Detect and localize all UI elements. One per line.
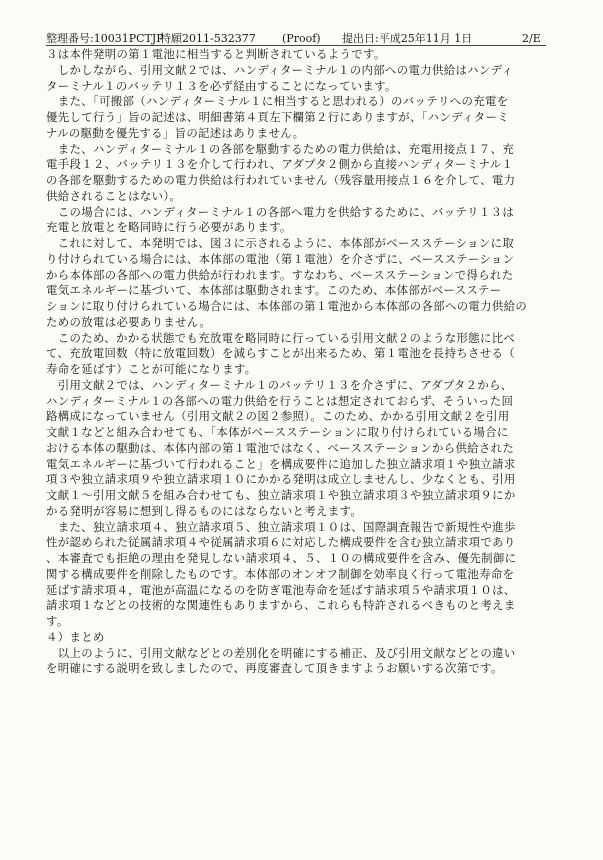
text-line: 優先して行う」旨の記述は、明細書第４頁左下欄第２行にありますが、「ハンディターミ: [46, 110, 510, 124]
text-line: また、独立請求項４、独立請求項５、独立請求項１０は、国際調査報告で新規性や進歩: [46, 519, 516, 534]
text-line: て、充放電回数（特に放電回数）を減らすことが出来るため、第１電池を長持ちさせる（: [46, 346, 515, 361]
text-line: の各部を駆動するための電力供給は行われていません（残容量用接点１６を介して、電力: [46, 173, 516, 187]
text-line: また、「可搬部（ハンディターミナル１に相当すると思われる）のバッテリへの充電を: [46, 94, 509, 109]
text-line: 電気エネルギーに基づいて、本体部は駆動されます。このため、本体部がベースステー: [46, 283, 502, 298]
text-line: 供給されることはない）。: [46, 188, 182, 203]
text-line: また、ハンディターミナル１の各部を駆動するための電力供給は、充電用接点１７、充: [46, 141, 515, 156]
text-line: ４）まとめ: [46, 629, 105, 644]
text-line: ための放電は必要ありません。: [46, 314, 212, 329]
text-line: 以上のように、引用文献などとの差別化を明確にする補正、及び引用文献などとの違い: [46, 645, 516, 660]
text-line: おける本体の駆動は、本体内部の第１電池ではなく、ベースステーションから供給された: [46, 440, 515, 455]
text-line: ハンディターミナル１の各部への電力供給を行うことは想定されておらず、そういった回: [46, 393, 514, 408]
text-line: 電手段１２、バッテリ１３を介して行われ、アダプタ２側から直接ハンディターミナル１: [46, 157, 514, 172]
text-line: ナルの駆動を優先する」旨の記述はありません。: [46, 125, 305, 140]
text-line: しかしながら、引用文献２では、ハンディターミナル１の内部への電力供給はハンディ: [46, 62, 514, 77]
text-line: 引用文献２では、ハンディターミナル１のバッテリ１３を介さずに、アダプタ２から、: [46, 377, 513, 392]
text-line: ターミナル１のバッテリ１３を必ず経由することになっています。: [46, 78, 397, 93]
doc-number: 整理番号:10031PCTJP: [46, 32, 164, 45]
page-number: 2/E: [522, 32, 541, 45]
text-line: かる発明が容易に想到し得るものにはならないと考えます。: [46, 503, 363, 518]
text-line: 文献１〜引用文献５を組み合わせても、独立請求項１や独立請求項３や独立請求項９にか: [46, 488, 516, 502]
application-number: 特願2011-532377: [160, 32, 256, 45]
text-line: 、本審査でも拒絶の理由を発見しない請求項４、５、１０の構成要件を含み、優先制御に: [46, 551, 517, 565]
text-line: この場合には、ハンディターミナル１の各部へ電力を供給するために、バッテリ１３は: [46, 204, 515, 219]
text-line: り付けられている場合には、本体部の電池（第１電池）を介さずに、ベースステーション: [46, 251, 515, 266]
text-line: 路構成になっていません（引用文献２の図２参照）。このため、かかる引用文献２を引用: [46, 409, 510, 424]
text-line: ３は本件発明の第１電池に相当すると判断されているようです。: [46, 47, 386, 61]
text-line: 請求項１などとの技術的な関連性もありますから、これらも特許されるべきものと考えま: [46, 598, 516, 613]
text-line: す。: [46, 614, 69, 628]
text-line: 延ばす請求項４，電池が高温になるのを防ぎ電池寿命を延ばす請求項５や請求項１０は、: [46, 582, 516, 597]
text-line: 寿命を延ばす）ことが可能になります。: [46, 362, 257, 376]
text-line: 電気エネルギーに基づいて行われること」を構成要件に追加した独立請求項１や独立請求: [46, 456, 516, 471]
text-line: 項３や独立請求項９や独立請求項１０にかかる発明は成立しませんし、少なくとも、引用: [46, 472, 516, 487]
header-rule: [46, 45, 546, 46]
text-line: 文献１などと組み合わせても、「本体がベースステーションに取り付けられている場合に: [46, 425, 509, 439]
text-line: このため、かかる状態でも充放電を略同時に行っている引用文献２のような形態に比べ: [46, 330, 516, 345]
text-line: これに対して、本発明では、図３に示されるように、本体部がベースステーションに取: [46, 236, 515, 250]
text-line: を明確にする説明を致しましたので、再度審査して頂きますようお願いする次第です。: [46, 661, 503, 676]
text-line: 関する構成要件を削除したものです。本体部のオンオフ制御を効率良く行って電池寿命を: [46, 566, 515, 581]
proof-label: (Proof): [282, 32, 321, 45]
text-line: 充電と放電とを略同時に行う必要があります。: [46, 220, 292, 235]
submit-date: 提出日:平成25年11月 1日: [342, 32, 473, 45]
text-line: ションに取り付けられている場合には、本体部の第１電池から本体部の各部への電力供給の: [46, 299, 528, 313]
document-body: [46, 47, 556, 677]
text-line: 性が認められた従属請求項４や従属請求項６に対応した構成要件を含む独立請求項であり: [46, 535, 516, 550]
text-line: から本体部の各部への電力供給が行われます。すなわち、ベースステーションで得られた: [46, 267, 514, 282]
